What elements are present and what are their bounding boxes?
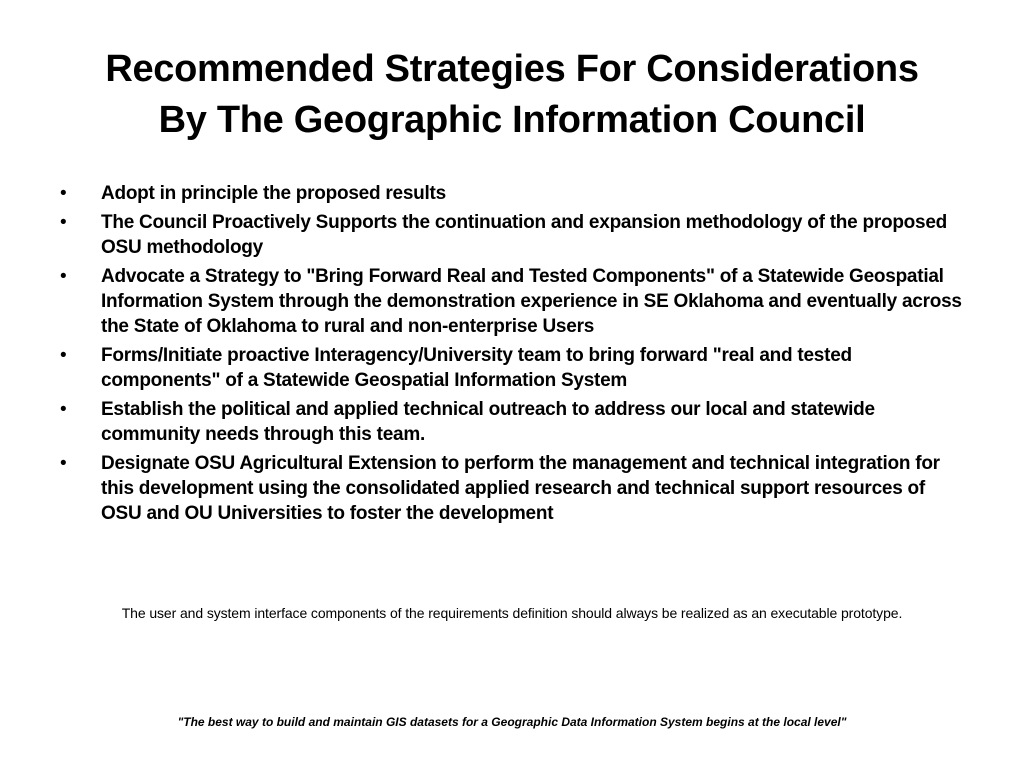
slide-title-line-2: By The Geographic Information Council — [158, 99, 866, 141]
slide-title — [40, 44, 984, 146]
bullet-item — [60, 397, 965, 447]
bullet-icon: • — [60, 266, 67, 287]
slide-title-line-1: Recommended Strategies For Considerations — [105, 48, 919, 90]
bullet-text: Designate OSU Agricultural Extension to perform the management and technical integration for this development using the consolidated applied research and technical support resources of OSU and OU Universities to foster the development — [101, 453, 940, 524]
bullet-item — [60, 343, 965, 393]
bullet-text: Establish the political and applied technical outreach to address our local and statewide community needs through this team. — [101, 399, 875, 445]
bullet-item — [60, 451, 965, 526]
bullet-text: The Council Proactively Supports the continuation and expansion methodology of the proposed OSU methodology — [101, 212, 948, 258]
bullet-text: Advocate a Strategy to "Bring Forward Real and Tested Components" of a Statewide Geospatial Information System through the demonstration experience in SE Oklahoma and eventually across the State of Oklahoma to rural and non-enterprise Users — [101, 266, 962, 337]
footnote: The user and system interface components of the requirements definition should always be realized as an executable prototype. — [121, 605, 903, 621]
bullet-item — [60, 210, 965, 260]
bullet-item — [60, 264, 965, 339]
bullet-item — [60, 181, 965, 206]
bullet-list — [60, 181, 965, 530]
bullet-text: Adopt in principle the proposed results — [101, 183, 446, 204]
bullet-icon: • — [60, 399, 67, 420]
closing-quote: "The best way to build and maintain GIS datasets for a Geographic Data Information System begins at the local level" — [177, 715, 847, 729]
bullet-text: Forms/Initiate proactive Interagency/University team to bring forward "real and tested components" of a Statewide Geospatial Information System — [101, 345, 852, 391]
bullet-icon: • — [60, 453, 67, 474]
bullet-icon: • — [60, 345, 67, 366]
bullet-icon: • — [60, 183, 67, 204]
bullet-icon: • — [60, 212, 67, 233]
